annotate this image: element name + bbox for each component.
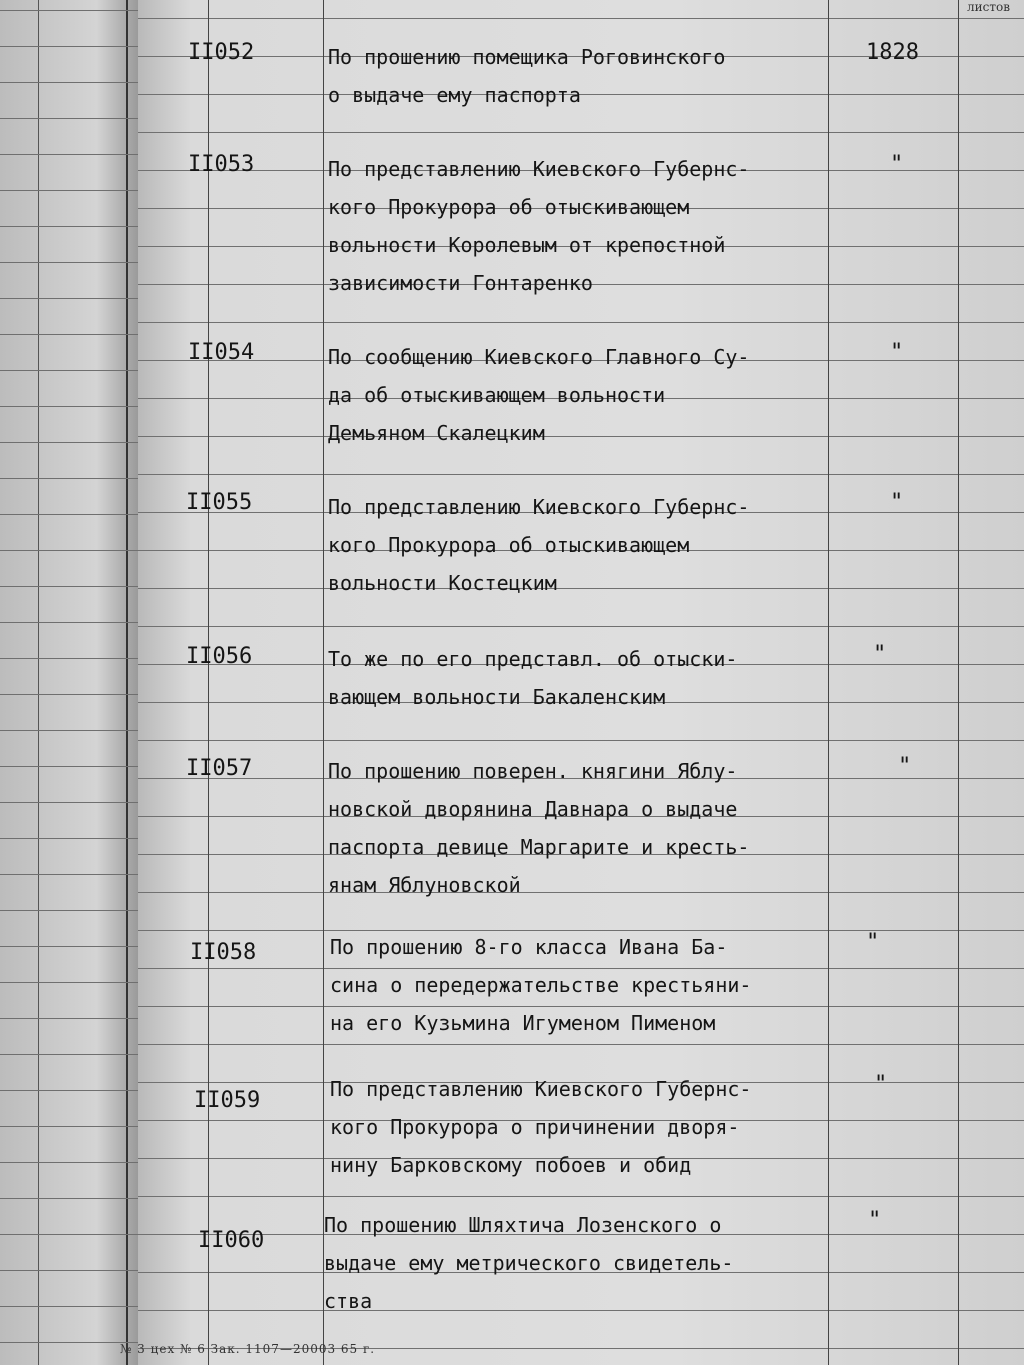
entry-line: По представлению Киевского Губернс- [328,495,750,519]
entry-line: По представлению Киевского Губернс- [330,1077,752,1101]
ruled-line [0,334,138,335]
entry-number: II054 [188,340,255,365]
entry-line: да об отыскивающем вольности [328,383,666,407]
previous-page-column-line [38,0,39,1365]
ruled-line [0,10,138,11]
sheets-column-line [958,0,959,1365]
ruled-line [138,1044,1024,1045]
entry-line: По прошению Шляхтича Лозенского о [324,1213,722,1237]
ruled-line [0,298,138,299]
description-column-line [323,0,324,1365]
entry-line: По представлению Киевского Губернс- [328,157,750,181]
entry-description [324,1206,733,1320]
entry-number: II059 [194,1088,261,1113]
ruled-line [0,514,138,515]
entry-line: на его Кузьмина Игуменом Пименом [330,1011,716,1035]
ruled-line [0,118,138,119]
ruled-line [0,874,138,875]
ruled-line [0,1090,138,1091]
entry-year: " [874,1072,888,1097]
entry-description [328,150,749,302]
ruled-line [0,370,138,371]
ruled-line [0,190,138,191]
entry-description [328,338,749,452]
ruled-line [0,982,138,983]
entry-line: По прошению 8-го класса Ивана Ба- [330,935,728,959]
entry-line: зависимости Гонтаренко [328,271,593,295]
entry-line: По прошению помещика Роговинского [328,45,726,69]
entry-line: паспорта девице Маргарите и кресть- [328,835,750,859]
entry-line: сина о передержательстве крестьяни- [330,973,752,997]
entry-line: кого Прокурора о причинении дворя- [330,1115,740,1139]
ruled-line [0,586,138,587]
entry-description [330,1070,751,1184]
entry-number: II053 [188,152,255,177]
entry-line: янам Яблуновской [328,873,521,897]
entry-year: " [890,490,904,515]
ruled-line [0,406,138,407]
entry-year: " [890,152,904,177]
ruled-line [0,1342,138,1343]
entry-number: II057 [186,756,253,781]
entry-description [328,38,725,114]
ruled-line [0,694,138,695]
entry-year: " [866,930,880,955]
previous-page-column-line [126,0,128,1365]
entry-line: кого Прокурора об отыскивающем [328,195,690,219]
previous-page-edge [0,0,138,1365]
print-imprint: № 3 цех № 6 Зак. 1107—20003 65 г. [120,1342,376,1356]
entry-description [328,488,749,602]
entry-line: ства [324,1289,373,1313]
entry-line: кого Прокурора об отыскивающем [328,533,690,557]
entry-number: II060 [198,1228,265,1253]
ruled-line [0,730,138,731]
entry-line: вольности Костецким [328,571,557,595]
ruled-line [138,1196,1024,1197]
entry-number: II056 [186,644,253,669]
ruled-line [0,802,138,803]
entry-number: II052 [188,40,255,65]
ruled-line [0,1306,138,1307]
entry-description [328,640,737,716]
entry-description [330,928,751,1042]
entry-year: " [890,340,904,365]
entry-line: о выдаче ему паспорта [328,83,581,107]
ruled-line [0,82,138,83]
entry-line: нину Барковскому побоев и обид [330,1153,692,1177]
entry-line: выдаче ему метрического свидетель- [324,1251,734,1275]
ruled-line [138,626,1024,627]
year-column-line [828,0,829,1365]
entry-line: Демьяном Скалецким [328,421,545,445]
entry-description [328,752,749,904]
ruled-line [0,658,138,659]
entry-number: II055 [186,490,253,515]
entry-line: новской дворянина Давнара о выдаче [328,797,738,821]
entry-year: " [898,754,912,779]
number-column-line [208,0,209,1365]
ruled-line [0,1126,138,1127]
ruled-line [138,740,1024,741]
entry-line: По прошению поверен. княгини Яблу- [328,759,738,783]
ruled-line [138,474,1024,475]
ruled-line [0,946,138,947]
ruled-line [0,766,138,767]
sheets-column-header: листов [967,0,1010,14]
ruled-line [0,1162,138,1163]
ruled-line [0,1018,138,1019]
entry-year: " [868,1208,882,1233]
entry-line: вольности Королевым от крепостной [328,233,726,257]
ruled-line [0,226,138,227]
entry-number: II058 [190,940,257,965]
entry-year: 1828 [866,40,919,65]
ruled-line [0,442,138,443]
ruled-line [138,18,1024,19]
ruled-line [0,1054,138,1055]
register-sheet [138,0,1024,1365]
entry-line: вающем вольности Бакаленским [328,685,666,709]
ruled-line [0,154,138,155]
ruled-line [0,478,138,479]
entry-line: По сообщению Киевского Главного Су- [328,345,750,369]
ruled-line [0,550,138,551]
entry-line: То же по его представл. об отыски- [328,647,738,671]
entry-year: " [873,642,887,667]
ruled-line [138,132,1024,133]
ruled-line [0,262,138,263]
ruled-line [0,838,138,839]
ruled-line [0,910,138,911]
ruled-line [0,1234,138,1235]
ruled-line [0,1198,138,1199]
ruled-line [0,622,138,623]
ruled-line [138,322,1024,323]
ruled-line [0,1270,138,1271]
ruled-line [0,46,138,47]
